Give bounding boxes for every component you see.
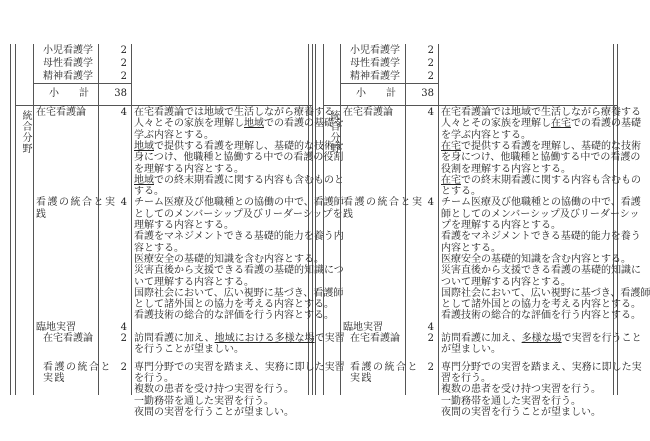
text-segment: 一勤務帯を通した実習を行う。 bbox=[134, 395, 274, 407]
description-line bbox=[441, 197, 641, 208]
text-segment: として諸外国との協力を考える内容とする。 bbox=[441, 299, 641, 311]
text-segment: 医療安全の基礎的知識を含む内容とする。 bbox=[134, 253, 324, 265]
text-segment: 容とする。 bbox=[134, 242, 184, 254]
column-rule bbox=[10, 44, 11, 395]
credits-value: 4 bbox=[427, 197, 434, 209]
text-segment: を行う。 bbox=[134, 372, 174, 384]
description-line bbox=[134, 299, 334, 310]
description-line bbox=[441, 362, 642, 373]
description-line bbox=[441, 265, 641, 276]
subject-name: 臨地実習 bbox=[343, 321, 383, 333]
description-line bbox=[134, 164, 244, 175]
text-segment: での看護の基礎を bbox=[264, 118, 344, 130]
text-segment: 看護技術の総合的な評価を行う内容とする。 bbox=[134, 310, 334, 322]
subject-name: 在宅看護論 bbox=[43, 333, 93, 344]
underlined-text: 在宅 bbox=[441, 140, 461, 152]
description-line bbox=[441, 130, 531, 141]
description-line bbox=[441, 175, 641, 186]
text-segment: 一勤務帯を通した実習を行う。 bbox=[441, 395, 581, 407]
text-segment: 在宅看護論では地域で生活しながら療養する bbox=[441, 107, 641, 118]
category-label: 統合分野 bbox=[328, 110, 339, 154]
text-segment: 夜間の実習を行うことが望ましい。 bbox=[441, 406, 601, 418]
section-rule bbox=[15, 105, 312, 106]
description-line bbox=[441, 288, 650, 299]
subtotal-rule bbox=[33, 83, 131, 84]
text-segment: 災害直後から支援できる看護の基礎的知識に bbox=[441, 265, 641, 277]
text-segment: 習を行う。 bbox=[441, 372, 491, 384]
column-rule bbox=[323, 44, 324, 395]
text-segment: 看護技術の総合的な評価を行う内容とする。 bbox=[441, 310, 641, 322]
description-line bbox=[134, 107, 334, 118]
credits-value: 4 bbox=[120, 321, 127, 333]
text-segment: 看護をマネジメントできる基礎的能力を養う内 bbox=[134, 231, 344, 243]
text-segment: 訪問看護に加え、 bbox=[441, 333, 522, 344]
description-line bbox=[441, 373, 491, 384]
column-rule bbox=[33, 44, 34, 395]
text-segment: を行うことが望ましい。 bbox=[134, 344, 244, 356]
text-segment: 人々とその家族を理解し bbox=[441, 118, 551, 130]
subject-name: 看護の統合と実 bbox=[36, 197, 117, 209]
text-segment: で実習 bbox=[314, 333, 345, 344]
section-rule bbox=[323, 105, 617, 106]
credits-value: 2 bbox=[120, 361, 127, 373]
text-segment: 看護をマネジメントできる基礎的能力を養う bbox=[441, 231, 641, 243]
description-line bbox=[134, 344, 244, 355]
description-line bbox=[134, 373, 174, 384]
description-line bbox=[441, 141, 641, 152]
description-line bbox=[441, 396, 581, 407]
text-segment: が望ましい。 bbox=[441, 344, 501, 356]
credits-value: 2 bbox=[427, 58, 434, 69]
underlined-text: 地域 bbox=[134, 174, 154, 186]
text-segment: での終末期看護に関する内容も含むもの bbox=[461, 174, 641, 186]
text-segment: 国際社会において、広い視野に基づき、看護師 bbox=[441, 287, 650, 299]
credits-value: 2 bbox=[427, 333, 434, 344]
subject-name: 臨地実習 bbox=[36, 321, 76, 333]
credits-value: 2 bbox=[120, 333, 127, 344]
column-rule bbox=[15, 44, 16, 395]
text-segment: で提供する看護を理解し、基礎的な技術を bbox=[154, 140, 344, 152]
text-segment: 複数の患者を受け持つ実習を行う。 bbox=[134, 384, 294, 396]
text-segment: 訪問看護に加え、 bbox=[134, 333, 215, 344]
description-line bbox=[441, 299, 641, 310]
description-line bbox=[441, 209, 640, 220]
description-line bbox=[441, 231, 641, 242]
subject-name: 実践 bbox=[43, 372, 66, 384]
description-line bbox=[134, 152, 343, 163]
description-line bbox=[134, 310, 334, 321]
text-segment: 医療安全の基礎的知識を含む内容とする。 bbox=[441, 253, 631, 265]
description-line bbox=[134, 197, 344, 208]
subject-name: 看護の統合と実 bbox=[343, 197, 424, 209]
text-segment: 人々とその家族を理解し bbox=[134, 118, 244, 130]
text-segment: チーム医療及び他職種との協働の中で、看護師 bbox=[134, 197, 344, 209]
description-line bbox=[441, 164, 571, 175]
description-line bbox=[134, 277, 254, 288]
description-line bbox=[134, 265, 344, 276]
description-line bbox=[441, 344, 501, 355]
credits-value: 2 bbox=[120, 58, 127, 69]
description-line bbox=[134, 254, 324, 265]
description-line bbox=[441, 186, 481, 197]
credits-value: 2 bbox=[120, 71, 127, 82]
subject-name: 在宅看護論 bbox=[343, 107, 393, 118]
description-line bbox=[134, 231, 344, 242]
text-segment: 役割を理解する内容とする。 bbox=[441, 163, 571, 175]
text-segment: 在宅看護論では地域で生活しながら療養する bbox=[134, 107, 334, 118]
description-line bbox=[134, 141, 344, 152]
description-line bbox=[441, 384, 601, 395]
text-segment: 災害直後から支援できる看護の基礎的知識につ bbox=[134, 265, 344, 277]
text-segment: として諸外国との協力を考える内容とする。 bbox=[134, 299, 334, 311]
subtotal-rule bbox=[340, 83, 438, 84]
curriculum-table-left bbox=[10, 44, 345, 418]
subject-name: 小児看護学 bbox=[350, 45, 400, 56]
description-line bbox=[441, 277, 571, 288]
column-rule bbox=[131, 44, 132, 395]
underlined-text: 地域における多様な場 bbox=[214, 333, 315, 344]
description-line bbox=[441, 407, 601, 418]
subject-name: 践 bbox=[343, 208, 355, 220]
description-line bbox=[134, 118, 344, 129]
description-line bbox=[441, 243, 501, 254]
text-segment: プを理解する内容とする。 bbox=[441, 220, 561, 231]
credits-value: 4 bbox=[427, 321, 434, 333]
text-segment: を理解する内容とする。 bbox=[134, 163, 244, 175]
description-line bbox=[134, 130, 214, 141]
subject-name: 母性看護学 bbox=[350, 58, 400, 69]
subject-name: 看護の統合と bbox=[350, 361, 419, 373]
credits-value: 2 bbox=[427, 71, 434, 82]
description-line bbox=[134, 175, 344, 186]
description-line bbox=[441, 254, 631, 265]
subtotal-credits: 38 bbox=[421, 88, 434, 99]
subject-name: 践 bbox=[36, 208, 48, 220]
text-segment: 身につけ、他職種と協働する中での看護の役割 bbox=[134, 152, 344, 164]
text-segment: 専門分野での実習を踏まえ、実務に即した実 bbox=[441, 361, 642, 373]
text-segment: 国際社会において、広い視野に基づき、看護師 bbox=[134, 287, 344, 299]
description-line bbox=[441, 107, 641, 118]
description-line bbox=[134, 288, 343, 299]
description-line bbox=[134, 186, 164, 197]
text-segment: 夜間の実習を行うことが望ましい。 bbox=[134, 406, 294, 418]
text-segment: とする。 bbox=[441, 186, 481, 198]
underlined-text: 地域 bbox=[244, 118, 264, 130]
description-line bbox=[134, 407, 294, 418]
subject-name: 精神看護学 bbox=[43, 71, 93, 82]
column-rule bbox=[340, 44, 341, 395]
text-segment: 理解する内容とする。 bbox=[134, 220, 234, 231]
subtotal-credits: 38 bbox=[114, 88, 127, 99]
subject-name: 実践 bbox=[350, 372, 373, 384]
description-line bbox=[441, 152, 640, 163]
text-segment: 師としてのメンバーシップ及びリーダーシッ bbox=[441, 208, 640, 220]
text-segment: で実習を行うこと bbox=[561, 333, 642, 344]
text-segment: での終末期看護に関する内容も含むものと bbox=[154, 174, 344, 186]
description-line bbox=[134, 220, 234, 231]
text-segment: を学ぶ内容とする。 bbox=[441, 129, 531, 141]
credits-value: 2 bbox=[427, 45, 434, 56]
description-line bbox=[134, 384, 294, 395]
underlined-text: 多様な場 bbox=[521, 333, 562, 344]
subtotal-label: 小 計 bbox=[49, 88, 89, 99]
text-segment: としてのメンバーシップ及びリーダーシップを bbox=[134, 208, 343, 220]
subject-name: 在宅看護論 bbox=[36, 107, 86, 118]
description-line bbox=[441, 220, 561, 231]
text-segment: で提供する看護を理解し、基礎的な技術 bbox=[461, 140, 641, 152]
credits-value: 4 bbox=[427, 107, 434, 118]
underlined-text: 在宅 bbox=[551, 118, 571, 130]
subject-name: 小児看護学 bbox=[43, 45, 93, 56]
description-line bbox=[134, 396, 274, 407]
subject-name: 母性看護学 bbox=[43, 58, 93, 69]
column-rule bbox=[315, 44, 316, 395]
description-line bbox=[441, 310, 641, 321]
subtotal-label: 小 計 bbox=[356, 88, 396, 99]
text-segment: での看護の基礎 bbox=[571, 118, 641, 130]
text-segment: いて理解する内容とする。 bbox=[134, 276, 254, 288]
text-segment: チーム医療及び他職種との協働の中で、看護 bbox=[441, 197, 641, 209]
subject-name: 在宅看護論 bbox=[350, 333, 400, 344]
text-segment: を身につけ、他職種と協働する中での看護の bbox=[441, 152, 641, 164]
credits-value: 4 bbox=[120, 197, 127, 209]
text-segment: 学ぶ内容とする。 bbox=[134, 129, 214, 141]
credits-value: 2 bbox=[427, 361, 434, 373]
category-label: 統合分野 bbox=[20, 110, 31, 154]
text-segment: 複数の患者を受け持つ実習を行う。 bbox=[441, 384, 601, 396]
text-segment: ついて理解する内容とする。 bbox=[441, 276, 571, 288]
description-line bbox=[134, 243, 184, 254]
text-segment: する。 bbox=[134, 186, 164, 198]
description-line bbox=[441, 118, 641, 129]
description-line bbox=[134, 333, 345, 344]
description-line bbox=[134, 209, 343, 220]
description-line bbox=[441, 333, 642, 344]
subject-name: 看護の統合と bbox=[43, 361, 112, 373]
curriculum-table-right bbox=[315, 44, 650, 418]
description-line bbox=[134, 362, 345, 373]
subject-name: 精神看護学 bbox=[350, 71, 400, 82]
column-rule bbox=[438, 44, 439, 395]
text-segment: 内容とする。 bbox=[441, 242, 501, 254]
underlined-text: 在宅 bbox=[441, 174, 461, 186]
text-segment: 専門分野での実習を踏まえ、実務に即した実習 bbox=[134, 361, 345, 373]
credits-value: 4 bbox=[120, 107, 127, 118]
credits-value: 2 bbox=[120, 45, 127, 56]
underlined-text: 地域 bbox=[134, 140, 154, 152]
